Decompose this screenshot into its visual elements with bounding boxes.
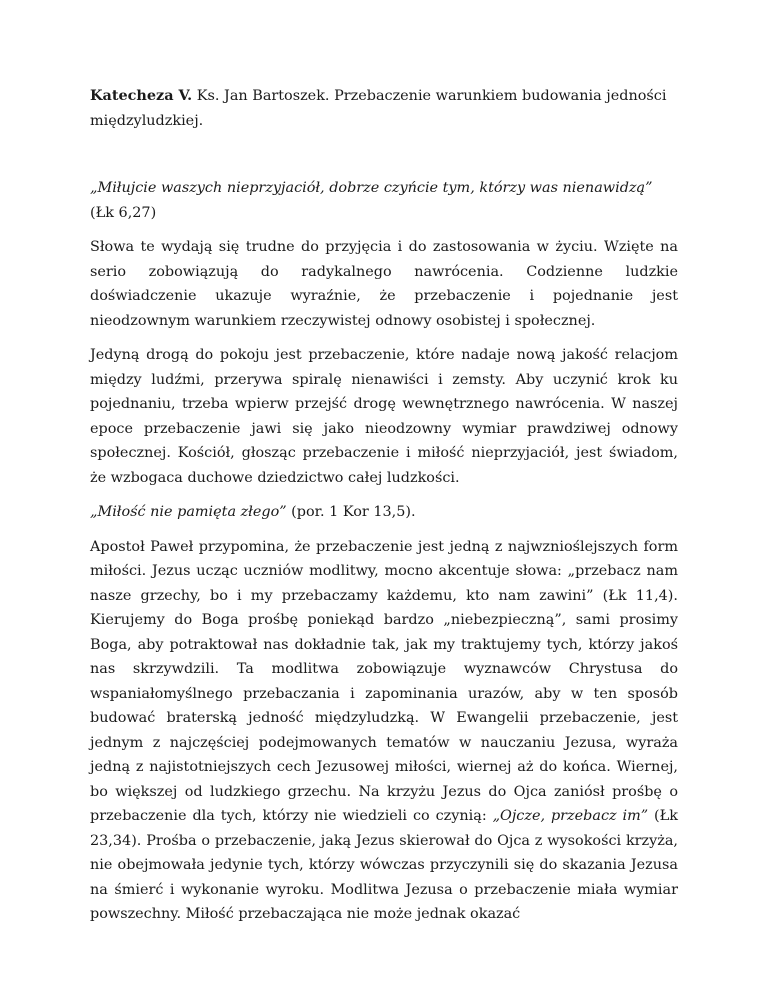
- quote-luke-text: „Miłujcie waszych nieprzyjaciół, dobrze czyńcie tym, którzy was nienawidzą”: [90, 180, 653, 196]
- paragraph-3: [90, 535, 678, 927]
- paragraph-1: Słowa te wydają się trudne do przyjęcia i do zastosowania w życiu. Wzięte na serio zobowiązują do radykalnego nawrócenia. Codzienne ludzkie doświadczenie ukazuje wyraźnie, że przebaczenie i pojednanie jest nieodzownym warunkiem rzeczywistej odnowy osobistej i społecznej.: [90, 239, 678, 329]
- document-body: [90, 84, 678, 937]
- title-bold: Katecheza V.: [90, 87, 193, 104]
- spacer: [90, 133, 678, 176]
- title-rest: Ks. Jan Bartoszek. Przebaczenie warunkiem budowania jedności międzyludzkiej.: [90, 88, 667, 129]
- document-title: [90, 84, 678, 133]
- quote-luke-ref: (Łk 6,27): [90, 204, 157, 221]
- paragraph-3-part-a: Apostoł Paweł przypomina, że przebaczenie jest jedną z najwznioślejszych form miłości. Jezus ucząc uczniów modlitwy, mocno akcentuje słowa: „przebacz nam nasze grzechy, bo i my przebaczamy każdemu, kto nam zawini” (Łk 11,4). Kierujemy do Boga prośbę poniekąd bardzo „niebezpieczną”, sami prosimy Boga, aby potraktował nas dokładnie tak, jak my traktujemy tych, którzy jakoś nas skrzywdzili. Ta modlitwa zobowiązuje wyznawców Chrystusa do wspaniałomyślnego przebaczania i zapominania urazów, aby w ten sposób budować braterską jedność międzyludzką. W Ewangelii przebaczenie, jest jednym z najczęściej podejmowanych tematów w nauczaniu Jezusa, wyraża jedną z najistotniejszych cech Jezusowej miłości, wiernej aż do końca. Wiernej, bo większej od ludzkiego grzechu. Na krzyżu Jezus do Ojca zaniósł prośbę o przebaczenie dla tych, którzy nie wiedzieli co czynią:: [90, 538, 678, 824]
- paragraph-3-part-b: (Łk 23,34). Prośba o przebaczenie, jaką Jezus skierował do Ojca z wysokości krzyża, nie obejmowała jedynie tych, którzy wówczas przyczynili się do skazania Jezusa na śmierć i wykonanie wyroku. Modlitwa Jezusa o przebaczenie miała wymiar powszechny. Miłość przebaczająca nie może jednak okazać: [90, 808, 678, 922]
- quote-luke: [90, 176, 678, 225]
- paragraph-3-quote: „Ojcze, przebacz im”: [492, 808, 649, 824]
- quote-corinthians: [90, 500, 678, 525]
- paragraph-2: Jedyną drogą do pokoju jest przebaczenie, które nadaje nową jakość relacjom między ludźmi, przerywa spiralę nienawiści i zemsty. Aby uczynić krok ku pojednaniu, trzeba wpierw przejść drogę wewnętrznego nawrócenia. W naszej epoce przebaczenie jawi się jako nieodzowny wymiar prawdziwej odnowy społecznej. Kościół, głosząc przebaczenie i miłość nieprzyjaciół, jest świadom, że wzbogaca duchowe dziedzictwo całej ludzkości.: [90, 347, 678, 486]
- quote-corinthians-text: „Miłość nie pamięta złego”: [90, 504, 287, 520]
- quote-corinthians-ref: (por. 1 Kor 13,5).: [286, 504, 416, 520]
